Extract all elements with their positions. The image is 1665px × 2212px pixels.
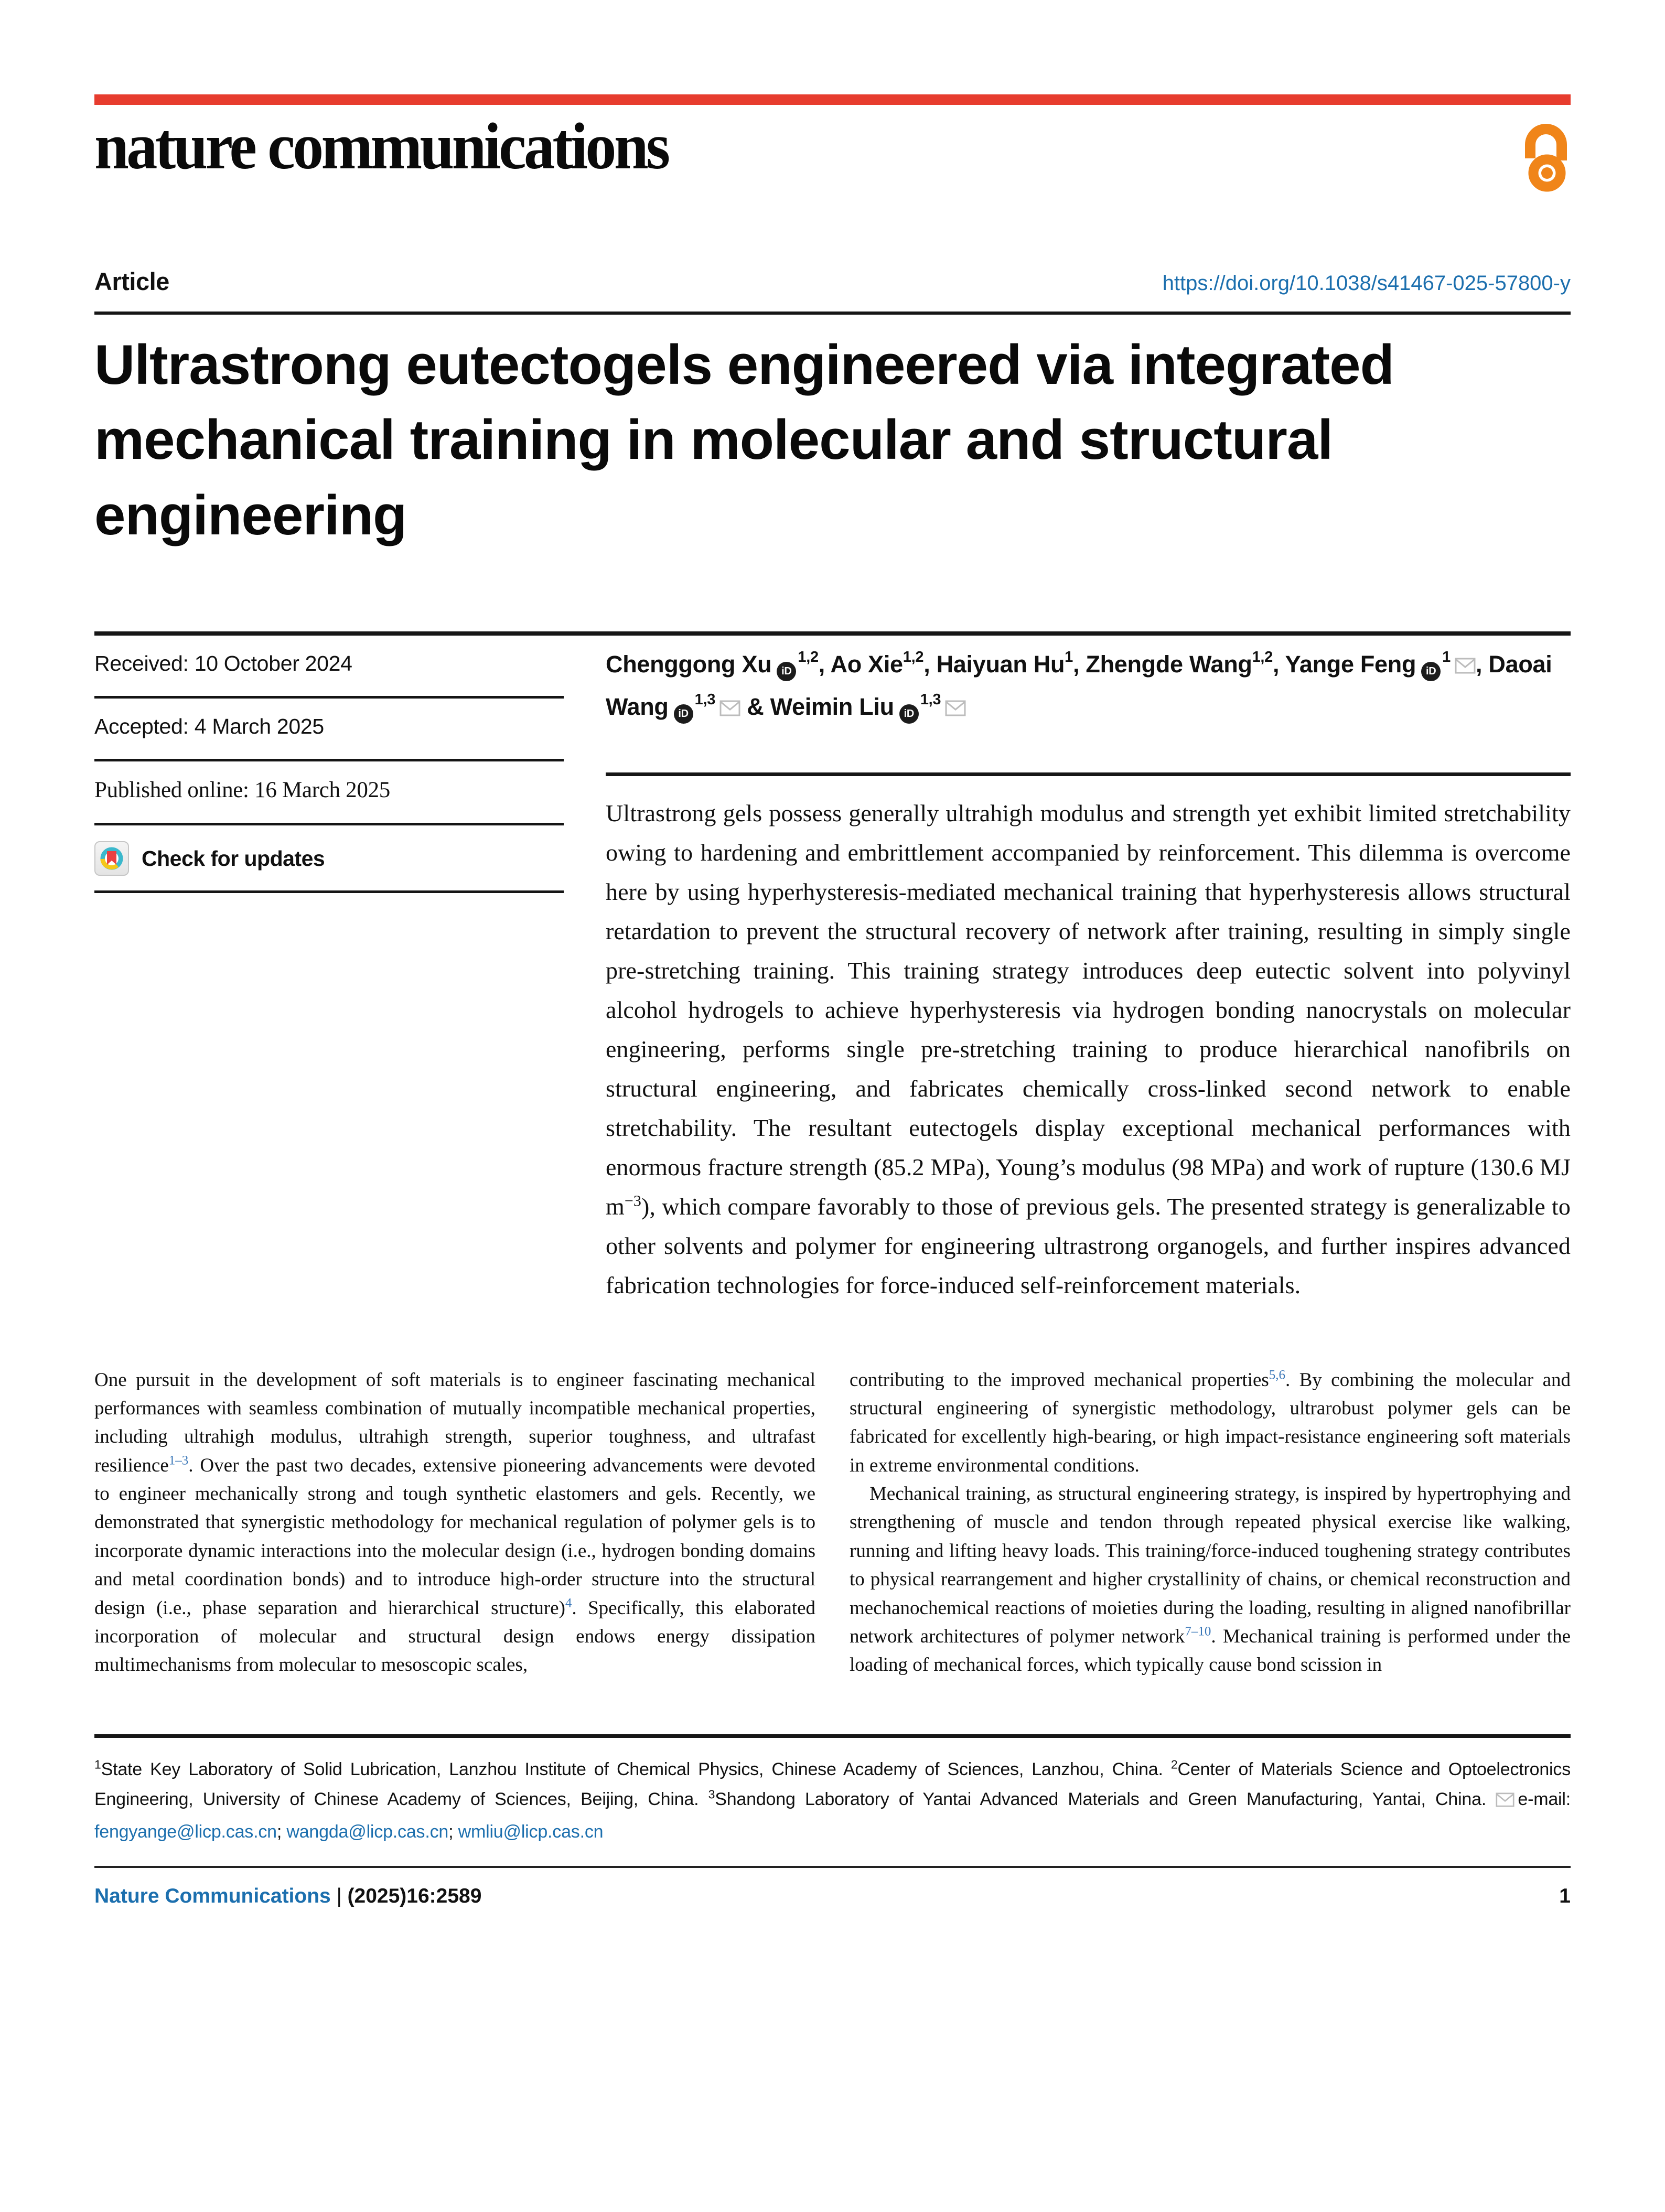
email-link[interactable]: fengyange@licp.cas.cn <box>94 1821 277 1842</box>
page-title: Ultrastrong eutectogels engineered via integrated mechanical training in molecular and structural engineering <box>94 333 1394 546</box>
affiliations: $^1$State Key Laboratory of Solid Lubrication, Lanzhou Institute of Chemical Physics, Chinese Academy of Sciences, Lanzhou, China. $^2$Center of Materials Science and Optoelectronics Engineering, University of Chinese Academy of Sciences, Beijing, China. $^3$Shandong Laboratory of Yantai Advanced Materials and Green Manufacturing, Yantai, China. e-mail: fengyange@licp.cas.cn; wangda@licp.cas.cn; wmliu@licp.cas.cn <box>94 1757 1571 1842</box>
open-access-icon <box>1523 120 1570 195</box>
divider <box>94 312 1571 315</box>
accepted-date: Accepted: 4 March 2025 <box>94 699 564 761</box>
journal-citation: Nature Communications | (2025)16:2589 <box>94 1884 482 1907</box>
abstract-text: Ultrastrong gels possess generally ultrahigh modulus and strength yet exhibit limited stretchability owing to hardening and embrittlement accompanied by reinforcement. This dilemma is overcome here by using hyperhysteresis-mediated mechanical training that hyperhysteresis allows structural retardation to prevent the structural recovery of network after training, resulting in simply single pre-stretching training. This training strategy introduces deep eutectic solvent into polyvinyl alcohol hydrogels to achieve hyperhysteresis via hydrogen bonding nanocrystals on molecular engineering, performs single pre-stretching training to produce hierarchical nanofibrils on structural engineering, and fabricates chemically cross-linked second network to enable stretchability. The resultant eutectogels display exceptional mechanical performances with enormous fracture strength (85.2 MPa), Young’s modulus (98 MPa) and work of rupture (130.6 MJ $m^{-3}$), which compare favorably to those of previous gels. The presented strategy is generalizable to other solvents and polymer for engineering ultrastrong organogels, and further inspires advanced fabrication technologies for force-induced self-reinforcement materials. <box>606 799 1571 1298</box>
reference-link[interactable]: 5,6 <box>1269 1368 1286 1382</box>
intro-paragraph-1-cont: contributing to the improved mechanical properties$^{5,6}$. By combining the molecular and structural engineering of synergistic methodology, ultrarobust polymer gels can be fabricated for excellently high-bearing, or high impact-resistance engineering soft materials in extreme environmental conditions. <box>850 1368 1571 1476</box>
article-history <box>94 636 564 1305</box>
body-column-left <box>94 1366 815 1680</box>
reference-link[interactable]: 7–10 <box>1185 1624 1211 1639</box>
journal-name: Nature Communications <box>94 1884 331 1907</box>
footer-divider <box>94 1866 1571 1868</box>
citation: (2025)16:2589 <box>347 1884 482 1907</box>
page-footer <box>94 1885 1571 1908</box>
author: Haiyuan Hu$^1$, <box>936 649 1086 678</box>
received-date: Received: 10 October 2024 <box>94 636 564 699</box>
orcid-icon[interactable] <box>1421 662 1441 681</box>
intro-paragraph-1: One pursuit in the development of soft materials is to engineer fascinating mechanical performances with seamless combination of mutually incompatible mechanical properties, including ultrahigh modulus, ultrahigh strength, superior toughness, and ultrafast resilience$^{1-3}$. Over the past two decades, extensive pioneering advancements were devoted to engineer mechanically strong and tough synthetic elastomers and gels. Recently, we demonstrated that synergistic methodology for mechanical regulation of polymer gels is to incorporate dynamic interactions into the molecular design (i.e., hydrogen bonding domains and metal coordination bonds) and to introduce high-order structure into the structural design (i.e., phase separation and hierarchical structure)$^4$. Specifically, this elaborated incorporation of molecular and structural design endows energy dissipation multimechanisms from molecular to mesoscopic scales, <box>94 1369 815 1676</box>
body-column-right <box>850 1366 1571 1680</box>
orcid-icon[interactable] <box>674 704 693 724</box>
info-section <box>94 636 1571 1305</box>
orcid-icon[interactable] <box>777 662 796 681</box>
article-type-label: Article <box>94 267 169 295</box>
reference-link[interactable]: 1–3 <box>168 1453 189 1468</box>
intro-paragraph-2: Mechanical training, as structural engineering strategy, is inspired by hypertrophying and strengthening of muscle and tendon through repeated physical exercise like walking, running and lifting heavy loads. This training/force-induced toughening strategy contributes to physical rearrangement and higher crystallinity of chains, or chemical reconstruction and mechanochemical reactions of moieties during the loading, resulting in aligned nanofibrillar network architectures of polymer network$^{7-10}$. Mechanical training is performed under the loading of mechanical forces, which typically cause bond scission in <box>850 1483 1571 1676</box>
page-number: 1 <box>1559 1884 1571 1907</box>
crossmark-icon <box>94 841 129 876</box>
divider <box>606 772 1571 776</box>
author: Weimin LiuiD $^{1,3}$ <box>770 693 966 720</box>
author: Chenggong XuiD $^{1,2}$, <box>606 651 831 678</box>
author-list <box>606 644 1571 728</box>
author: Yange FengiD $^1$ , <box>1285 651 1489 678</box>
email-link[interactable]: wmliu@licp.cas.cn <box>458 1821 604 1842</box>
email-icon <box>1496 1787 1514 1817</box>
published-date: Published online: 16 March 2025 <box>94 761 564 825</box>
email-link[interactable]: wangda@licp.cas.cn <box>286 1821 449 1842</box>
article-type-row <box>94 267 1571 296</box>
check-for-updates-label: Check for updates <box>142 846 325 871</box>
check-for-updates[interactable] <box>94 825 564 893</box>
authors-abstract <box>606 636 1571 1305</box>
author: Ao Xie$^{1,2}$, <box>830 649 937 678</box>
brand-bar <box>94 94 1571 105</box>
reference-link[interactable]: 4 <box>565 1596 572 1610</box>
masthead <box>94 112 1571 195</box>
divider <box>94 631 1571 636</box>
orcid-icon[interactable] <box>899 704 919 724</box>
author: Zhengde Wang$^{1,2}$, <box>1086 649 1285 678</box>
journal-logo: nature communications <box>94 110 668 183</box>
email-icon[interactable] <box>719 688 740 728</box>
email-icon[interactable] <box>945 688 966 728</box>
author: Daoai WangiD $^{1,3}$ & <box>606 651 1552 720</box>
divider <box>94 1734 1571 1738</box>
introduction-body <box>94 1366 1571 1680</box>
email-icon[interactable] <box>1455 646 1476 686</box>
doi-link[interactable]: https://doi.org/10.1038/s41467-025-57800-y <box>1162 272 1571 295</box>
